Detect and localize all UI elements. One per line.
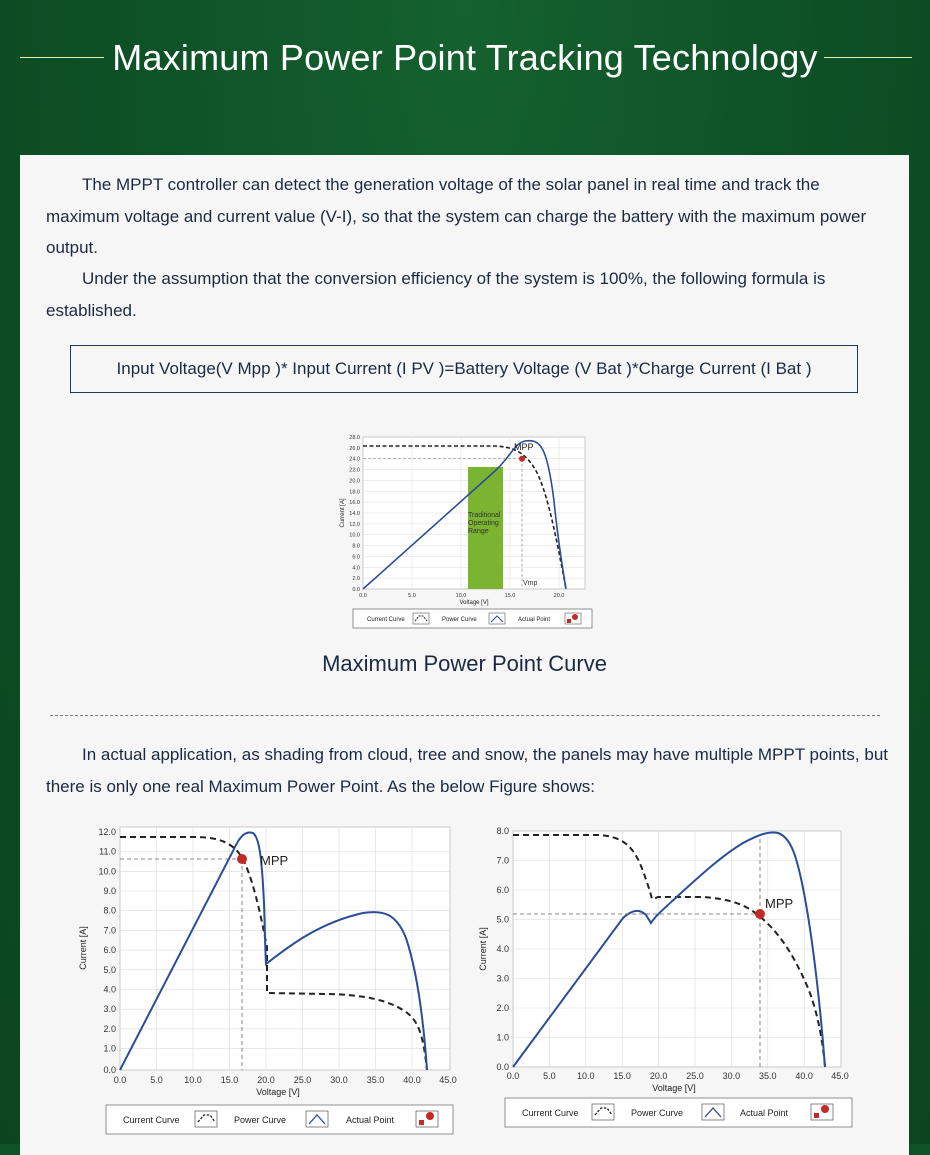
x-axis-label: Voltage [V] [652,1083,696,1093]
legend-actual-label: Actual Point [518,617,551,623]
figure-caption: Maximum Power Point Curve [322,651,607,676]
svg-text:25.0: 25.0 [293,1075,312,1085]
mpp-label: MPP [765,896,794,911]
svg-text:5.0: 5.0 [543,1071,556,1081]
svg-text:1.0: 1.0 [496,1032,509,1043]
svg-text:20.0: 20.0 [349,478,360,485]
section-divider [50,715,880,716]
content-panel [20,155,909,1155]
y-axis-label: Current [A] [478,927,488,971]
svg-text:30.0: 30.0 [330,1075,348,1085]
svg-text:40.0: 40.0 [403,1075,421,1085]
svg-text:7.0: 7.0 [103,925,116,936]
svg-text:28.0: 28.0 [349,435,360,441]
svg-text:10.0: 10.0 [184,1075,202,1085]
svg-text:10.0: 10.0 [98,866,116,877]
svg-text:20.0: 20.0 [649,1071,668,1081]
svg-text:11.0: 11.0 [99,846,116,857]
svg-text:12.0: 12.0 [349,521,360,528]
formula-box: Input Voltage(V Mpp )* Input Current (I PV )=Battery Voltage (V Bat )*Charge Current (I Bat ) [70,345,858,393]
svg-text:0.0: 0.0 [103,1065,116,1075]
svg-text:8.0: 8.0 [496,826,509,836]
svg-text:6.0: 6.0 [103,945,116,956]
svg-text:3.0: 3.0 [103,1004,116,1015]
svg-text:35.0: 35.0 [366,1075,385,1085]
svg-text:26.0: 26.0 [349,445,360,452]
svg-text:12.0: 12.0 [98,827,116,837]
intro-paragraph-1: The MPPT controller can detect the generation voltage of the solar panel in real time and track the maximum voltage and current value (V-I), so that the system can charge the battery with the maximum power output. [46,175,867,257]
svg-text:15.0: 15.0 [504,593,516,599]
legend-current-label: Current Curve [123,1115,180,1125]
svg-text:16.0: 16.0 [349,500,360,507]
svg-text:6.0: 6.0 [496,885,509,895]
svg-text:0.0: 0.0 [506,1071,520,1081]
mpp-point [519,456,525,462]
svg-text:15.0: 15.0 [613,1071,631,1081]
svg-text:20.0: 20.0 [257,1075,275,1085]
range-label-3: Range [468,528,489,535]
svg-text:0.0: 0.0 [352,587,360,593]
svg-text:4.0: 4.0 [352,565,360,572]
svg-text:15.0: 15.0 [220,1075,239,1085]
svg-text:5.0: 5.0 [150,1075,163,1085]
legend-current-label: Current Curve [367,617,405,623]
figure-shading-chart-left [78,823,478,1141]
svg-text:40.0: 40.0 [795,1071,813,1081]
svg-text:24.0: 24.0 [349,456,360,463]
svg-text:2.0: 2.0 [352,576,360,583]
svg-text:3.0: 3.0 [496,973,509,984]
mpp-point [755,909,765,919]
mpp-point [237,854,247,864]
svg-text:45.0: 45.0 [439,1075,457,1085]
svg-text:0.0: 0.0 [113,1075,127,1085]
svg-text:5.0: 5.0 [496,914,509,925]
svg-text:6.0: 6.0 [352,554,360,561]
svg-text:8.0: 8.0 [103,905,116,916]
y-axis-label: Current [A] [340,498,346,528]
shading-paragraph: In actual application, as shading from cloud, tree and snow, the panels may have multiple MPPT points, but there is only one real Maximum Power Point. As the below Figure shows: [46,745,888,796]
svg-text:20.0: 20.0 [553,593,565,599]
svg-text:9.0: 9.0 [103,886,116,896]
page-title: Maximum Power Point Tracking Technology [112,37,818,78]
svg-text:2.0: 2.0 [103,1023,116,1034]
svg-text:18.0: 18.0 [349,489,360,496]
svg-text:0.0: 0.0 [496,1062,509,1072]
svg-text:25.0: 25.0 [686,1071,704,1081]
svg-text:5.0: 5.0 [408,593,416,599]
svg-text:22.0: 22.0 [349,467,360,474]
svg-text:14.0: 14.0 [349,511,360,517]
intro-paragraph-2: Under the assumption that the conversion efficiency of the system is 100%, the following formula is established. [46,269,826,320]
mpp-label: MPP [260,853,289,868]
svg-text:8.0: 8.0 [352,543,360,550]
legend-current-label: Current Curve [522,1108,579,1118]
x-axis-label: Voltage [V] [256,1087,300,1097]
svg-text:4.0: 4.0 [103,984,116,995]
x-axis-label: Voltage [V] [459,600,489,606]
page-header [0,0,930,120]
vmp-label: Vmp [523,580,538,587]
mpp-label: MPP [514,442,534,452]
figure-shading-chart-right [478,823,878,1135]
svg-text:7.0: 7.0 [496,855,509,866]
svg-text:30.0: 30.0 [722,1071,741,1081]
legend-power-label: Power Curve [631,1108,684,1118]
range-label-1: Traditional [468,512,501,519]
range-label-2: Operating [468,520,499,527]
svg-text:0.0: 0.0 [359,593,367,599]
svg-text:10.0: 10.0 [349,532,360,539]
svg-text:35.0: 35.0 [759,1071,777,1081]
svg-text:10.0: 10.0 [455,593,467,599]
svg-text:45.0: 45.0 [831,1071,849,1081]
legend-power-label: Power Curve [442,617,477,623]
header-rule-right [824,57,912,58]
figure-mppt-curve [335,431,600,631]
svg-text:2.0: 2.0 [496,1003,509,1013]
legend-power-label: Power Curve [234,1115,287,1125]
svg-text:1.0: 1.0 [103,1043,116,1054]
legend-actual-label: Actual Point [346,1115,395,1125]
svg-text:4.0: 4.0 [496,944,509,954]
svg-text:5.0: 5.0 [103,964,116,975]
y-axis-label: Current [A] [78,926,88,970]
svg-text:10.0: 10.0 [577,1071,595,1081]
legend-actual-label: Actual Point [740,1108,789,1118]
